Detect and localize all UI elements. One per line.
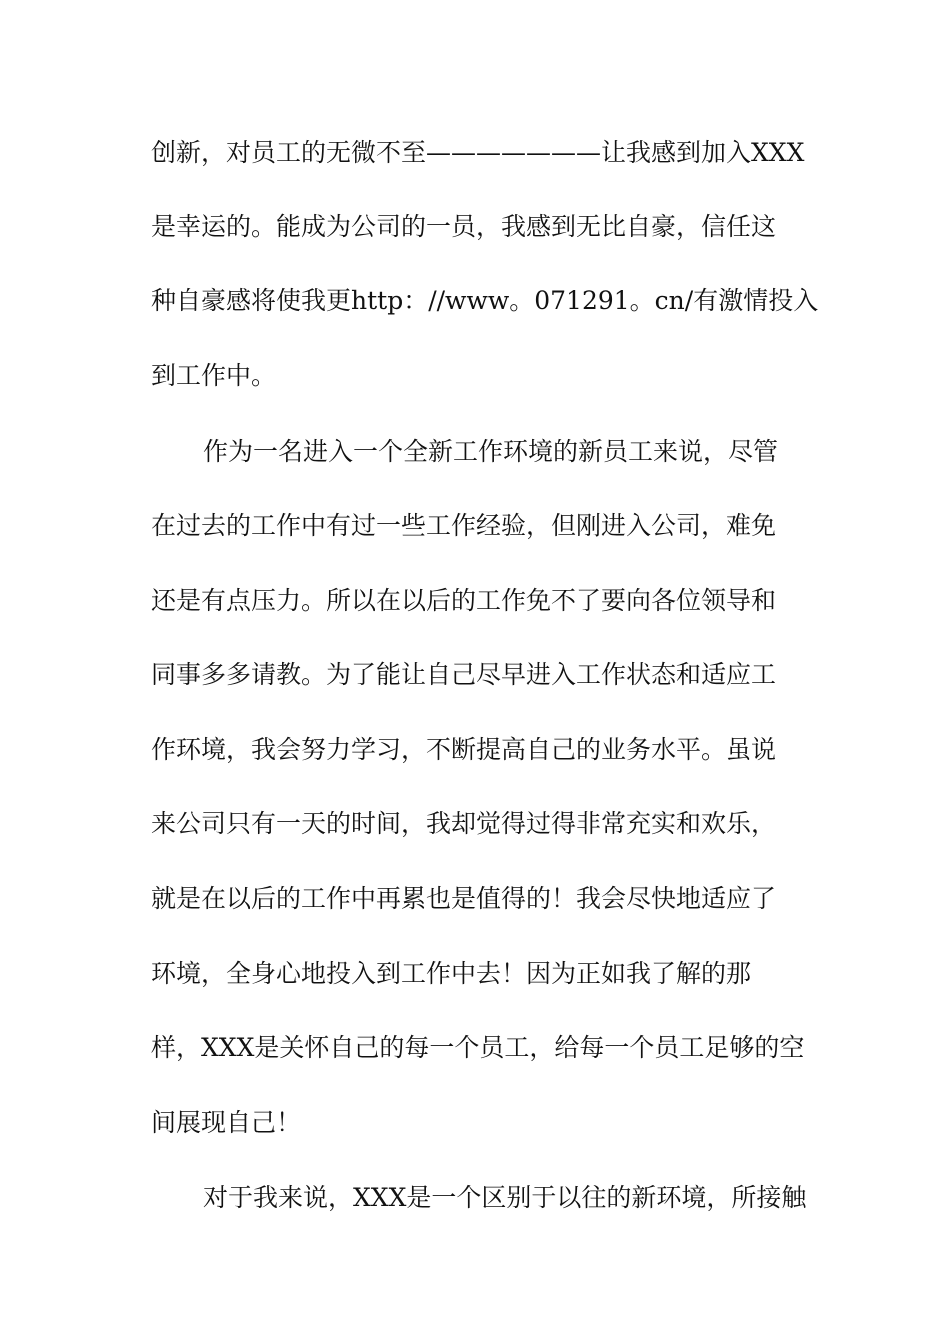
text-line: 样，XXX是关怀自己的每一个员工，给每一个员工足够的空 <box>151 1033 805 1062</box>
text-line: 创新，对员工的无微不至———————让我感到加入XXX <box>151 138 805 167</box>
text-line: 就是在以后的工作中再累也是值得的！我会尽快地适应了 <box>151 884 777 913</box>
text-line: 在过去的工作中有过一些工作经验，但刚进入公司，难免 <box>151 511 777 540</box>
text-line: 是幸运的。能成为公司的一员，我感到无比自豪，信任这 <box>151 212 777 241</box>
text-line: 间展现自己！ <box>151 1108 302 1137</box>
text-line: 来公司只有一天的时间，我却觉得过得非常充实和欢乐， <box>151 809 777 838</box>
text-line: 到工作中。 <box>151 361 277 390</box>
text-line: 种自豪感将使我更http：//www。071291。cn/有激情投入 <box>151 286 819 315</box>
text-line: 还是有点压力。所以在以后的工作免不了要向各位领导和 <box>151 586 777 615</box>
paragraph-start-line: 作为一名进入一个全新工作环境的新员工来说，尽管 <box>203 437 779 466</box>
text-line: 同事多多请教。为了能让自己尽早进入工作状态和适应工 <box>151 660 777 689</box>
paragraph-start-line: 对于我来说，XXX是一个区别于以往的新环境，所接触 <box>203 1183 807 1212</box>
text-line: 作环境，我会努力学习，不断提高自己的业务水平。虽说 <box>151 735 777 764</box>
text-line: 环境，全身心地投入到工作中去！因为正如我了解的那 <box>151 959 752 988</box>
